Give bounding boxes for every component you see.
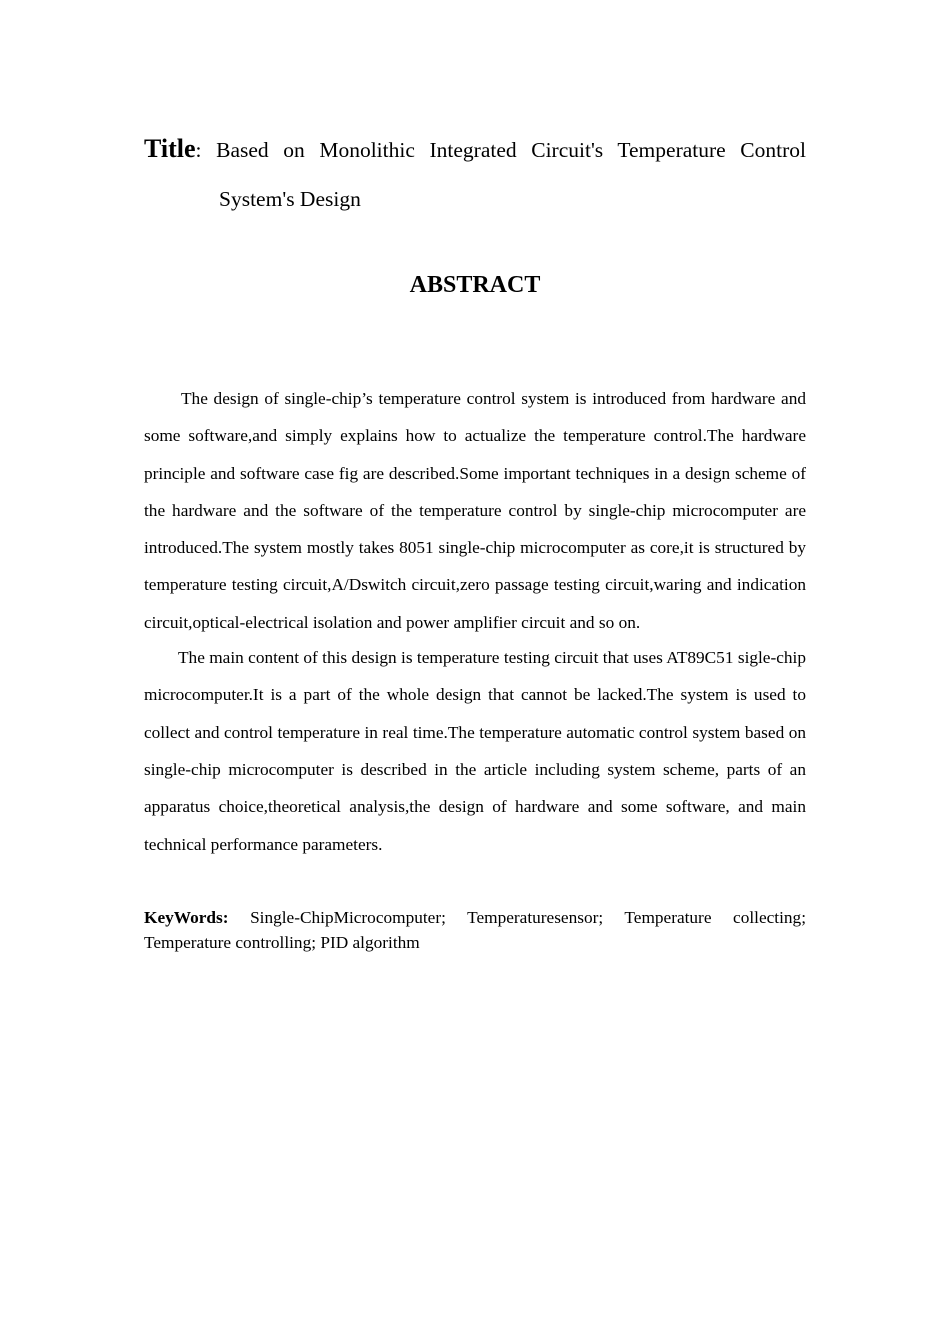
abstract-heading: ABSTRACT xyxy=(409,272,541,298)
keywords-label: KeyWords: xyxy=(144,908,229,927)
title-text-line1: Based on Monolithic Integrated Circuit's Temperature Control xyxy=(216,138,806,162)
abstract-paragraph-2: The main content of this design is temperature testing circuit that uses AT89C51 sigle-chip microcomputer.It is a part of the whole design that cannot be lacked.The system is used to collect and control temperature in real time.The temperature automatic control system based on single-chip microcomputer is described in the article including system scheme, parts of an apparatus choice,theoretical analysis,the design of hardware and some software, and main technical performance parameters. xyxy=(144,648,806,854)
title-line xyxy=(144,130,806,169)
title-text-line2: System's Design xyxy=(219,187,361,211)
keywords-text: Single-ChipMicrocomputer; Temperaturesensor; Temperature collecting; Temperature controlling; PID algorithm xyxy=(144,908,806,952)
title-block xyxy=(144,130,806,218)
abstract-body xyxy=(144,380,806,863)
title-separator: : xyxy=(195,138,202,162)
keywords-section xyxy=(144,905,806,955)
abstract-paragraph-1: The design of single-chip’s temperature control system is introduced from hardware and some software,and simply explains how to actualize the temperature control.The hardware principle and software case fig are described.Some important techniques in a design scheme of the hardware and the software of the temperature control by single-chip microcomputer are introduced.The system mostly takes 8051 single-chip microcomputer as core,it is structured by temperature testing circuit,A/Dswitch circuit,zero passage testing circuit,waring and indication circuit,optical-electrical isolation and power amplifier circuit and so on. xyxy=(144,389,806,632)
title-label: Title xyxy=(144,134,196,163)
